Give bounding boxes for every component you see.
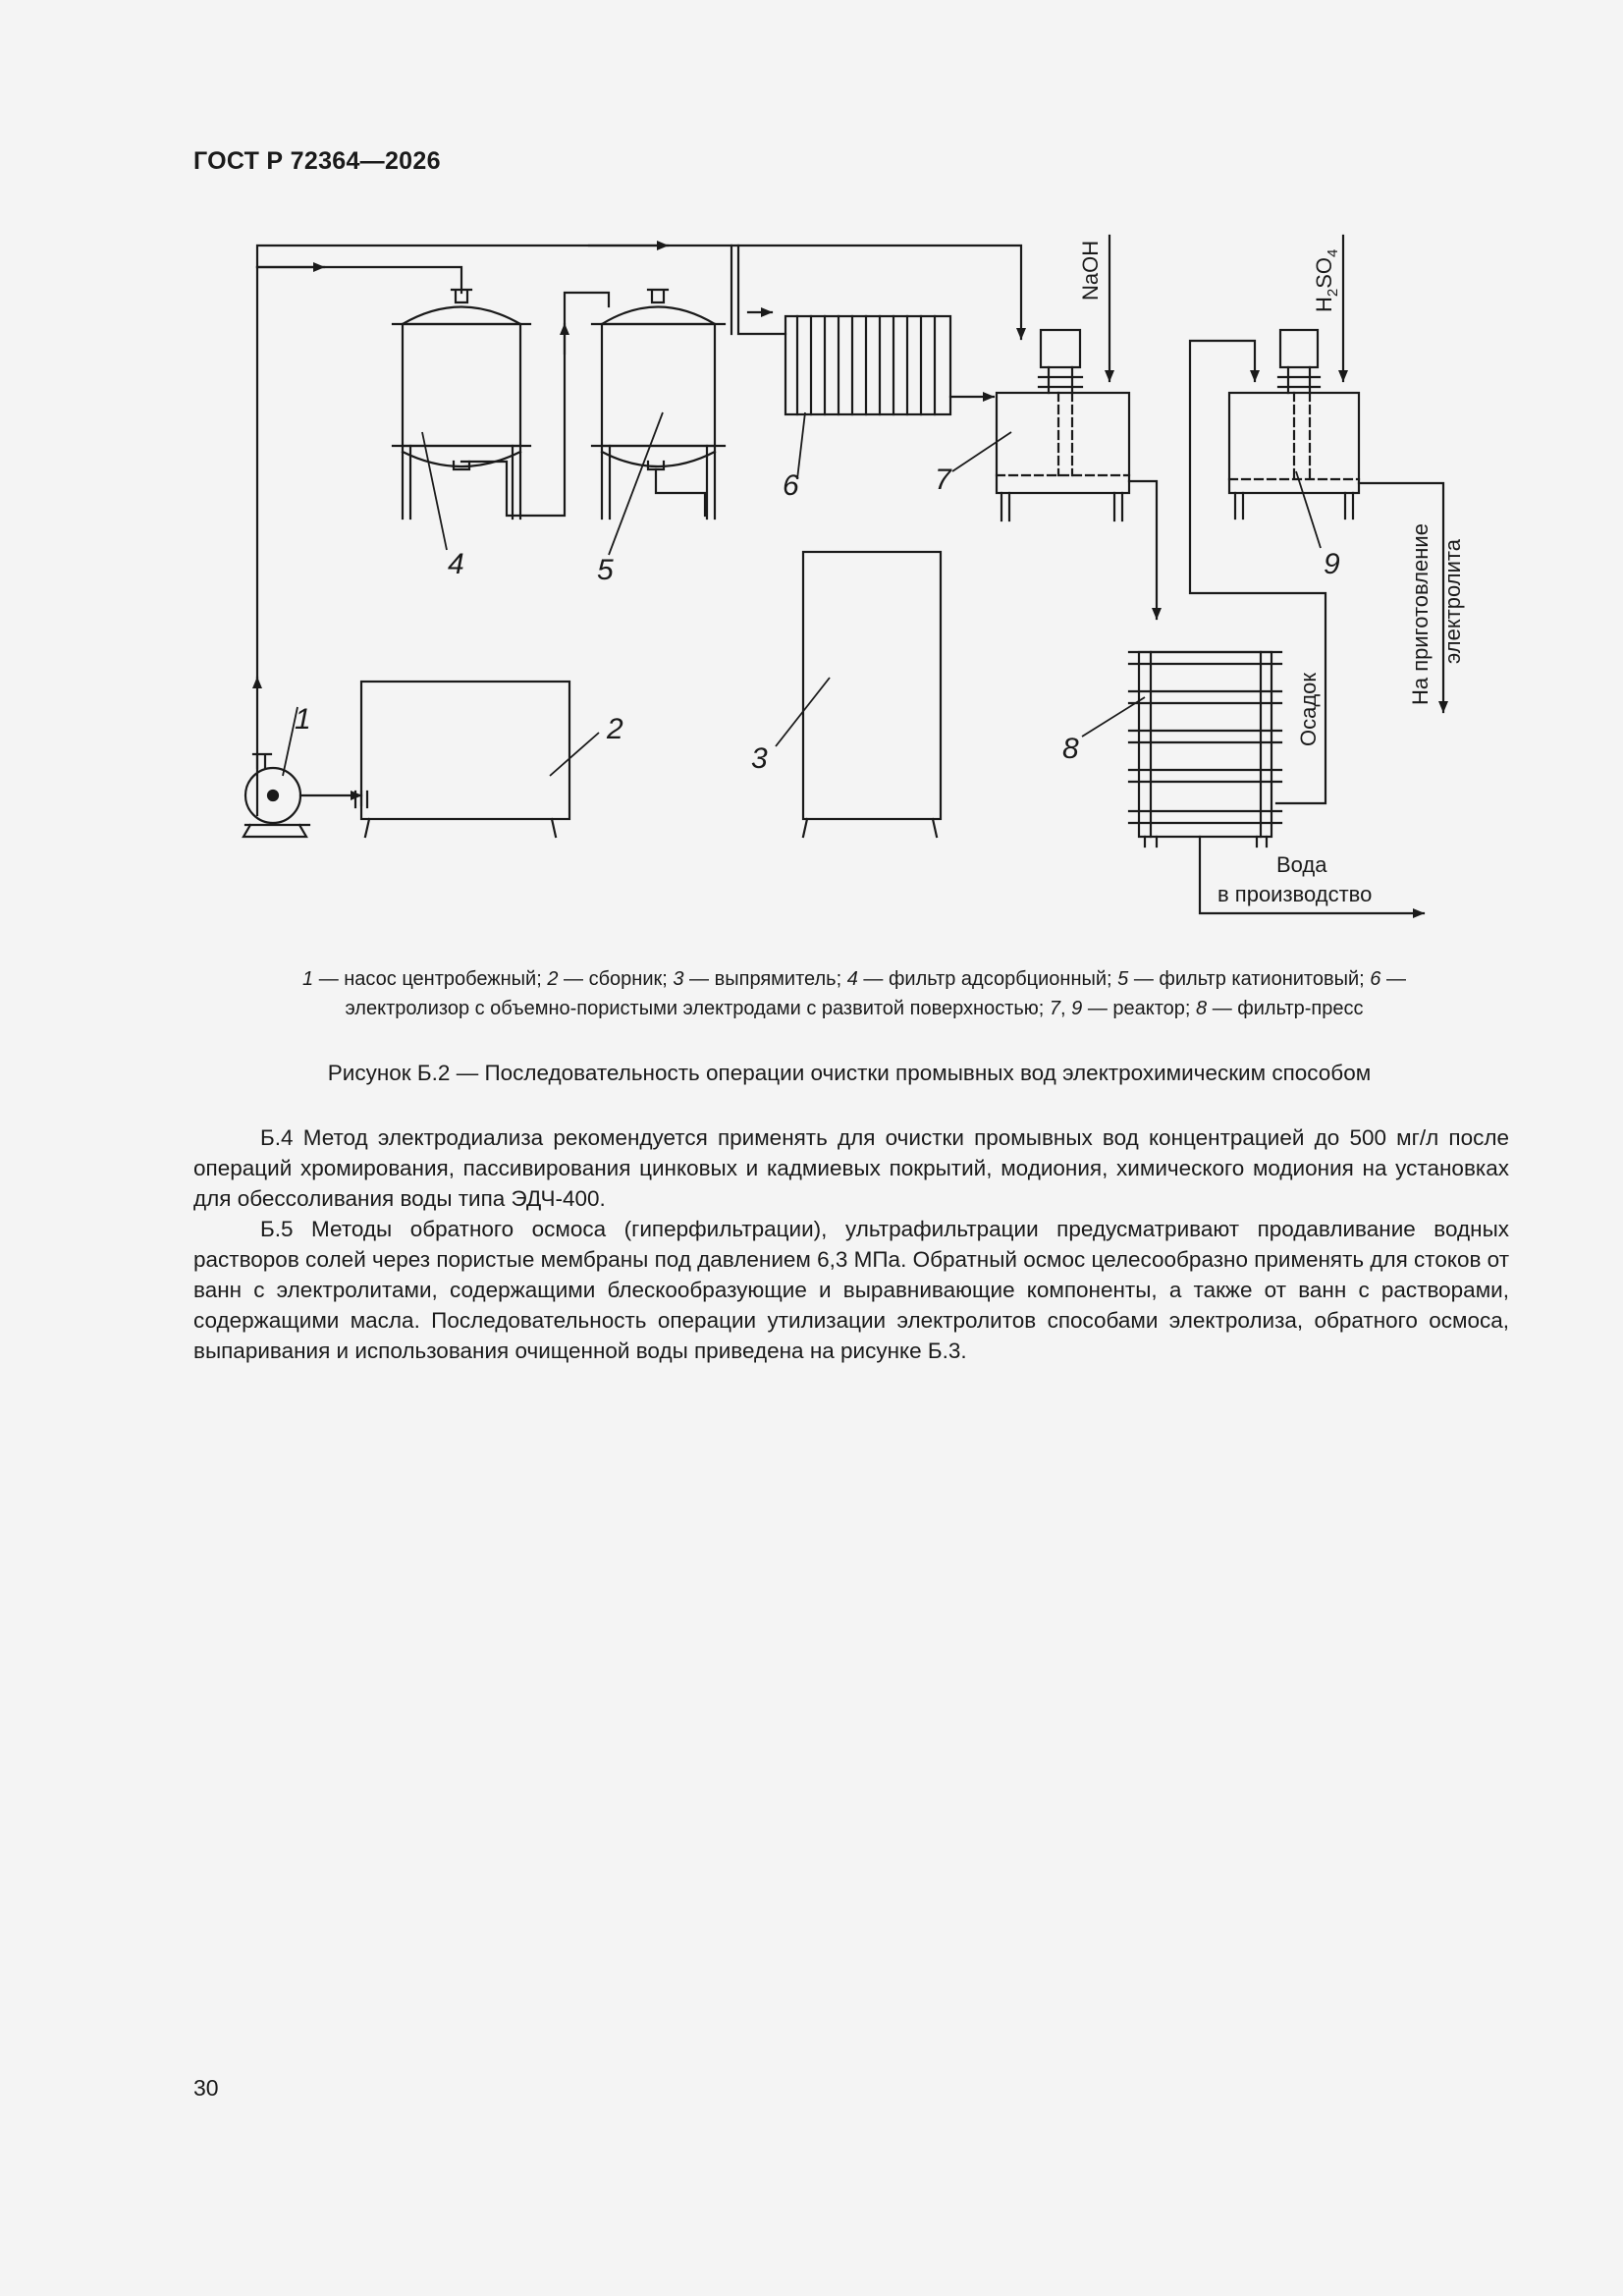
h2so4-label — [1312, 249, 1341, 312]
figure-legend: 1 — насос центробежный; 2 — сборник; 3 — выпрямитель; 4 — фильтр адсорбционный; 5 — фильтр катионитовый; 6 — электролизор с объемно-пористыми электродами с развитой поверхностью; 7, 9 — реактор; 8 — фильтр-пресс — [302, 968, 1406, 1019]
label-8: 8 — [1062, 733, 1079, 765]
process-flow-diagram — [0, 0, 1623, 962]
water-label-line1: Вода — [1276, 852, 1327, 877]
collector-tank — [355, 682, 569, 837]
sediment-label: Осадок — [1296, 672, 1321, 746]
label-2: 2 — [607, 713, 623, 745]
electrolyzer — [738, 246, 994, 414]
electrolyte-label-line2: электролита — [1440, 539, 1465, 664]
label-7: 7 — [935, 464, 951, 496]
svg-text:H2SO4: $H_2SO_4$ — [1312, 248, 1341, 312]
label-4: 4 — [448, 548, 464, 580]
label-1: 1 — [295, 703, 311, 736]
body-text — [193, 1122, 1509, 1366]
figure-title: Рисунок Б.2 — Последовательность операции очистки промывных вод электрохимическим способом — [327, 1061, 1372, 1085]
naoh-label: NaOH — [1078, 240, 1103, 301]
paragraph-b4: Б.4 Метод электродиализа рекомендуется применять для очистки промывных вод концентрацией до 500 мг/л после операций хромирования, пассивирования цинковых и кадмиевых покрытий, модиония, химического модиония на установках для обессоливания воды типа ЭДЧ-400. — [193, 1125, 1509, 1211]
electrolyte-label-line1: На приготовление — [1408, 523, 1433, 705]
water-label-line2: в производство — [1217, 882, 1373, 906]
label-6: 6 — [783, 469, 799, 502]
label-5: 5 — [597, 554, 614, 586]
figure-labels — [295, 464, 1340, 775]
cation-filter — [592, 246, 731, 519]
centrifugal-pump — [243, 754, 361, 837]
label-9: 9 — [1324, 548, 1340, 580]
document-header: ГОСТ Р 72364—2026 — [193, 147, 441, 175]
page-number: 30 — [193, 2075, 219, 2101]
label-3: 3 — [751, 742, 768, 775]
leader-lines — [283, 412, 1321, 776]
rectifier — [803, 552, 941, 837]
paragraph-b5: Б.5 Методы обратного осмоса (гиперфильтрации), ультрафильтрации предусматривают продавливание водных растворов солей через пористые мембраны под давлением 6,3 МПа. Обратный осмос целесообразно применять для стоков от ванн с электролитами, содержащими блескообразующие и выравнивающие компоненты, а также от ванн с растворами, содержащими масла. Последовательность операции утилизации электролитов способами электролиза, обратного осмоса, выпаривания и использования очищенной воды приведена на рисунке Б.3. — [193, 1217, 1509, 1363]
adsorption-filter — [393, 290, 609, 519]
